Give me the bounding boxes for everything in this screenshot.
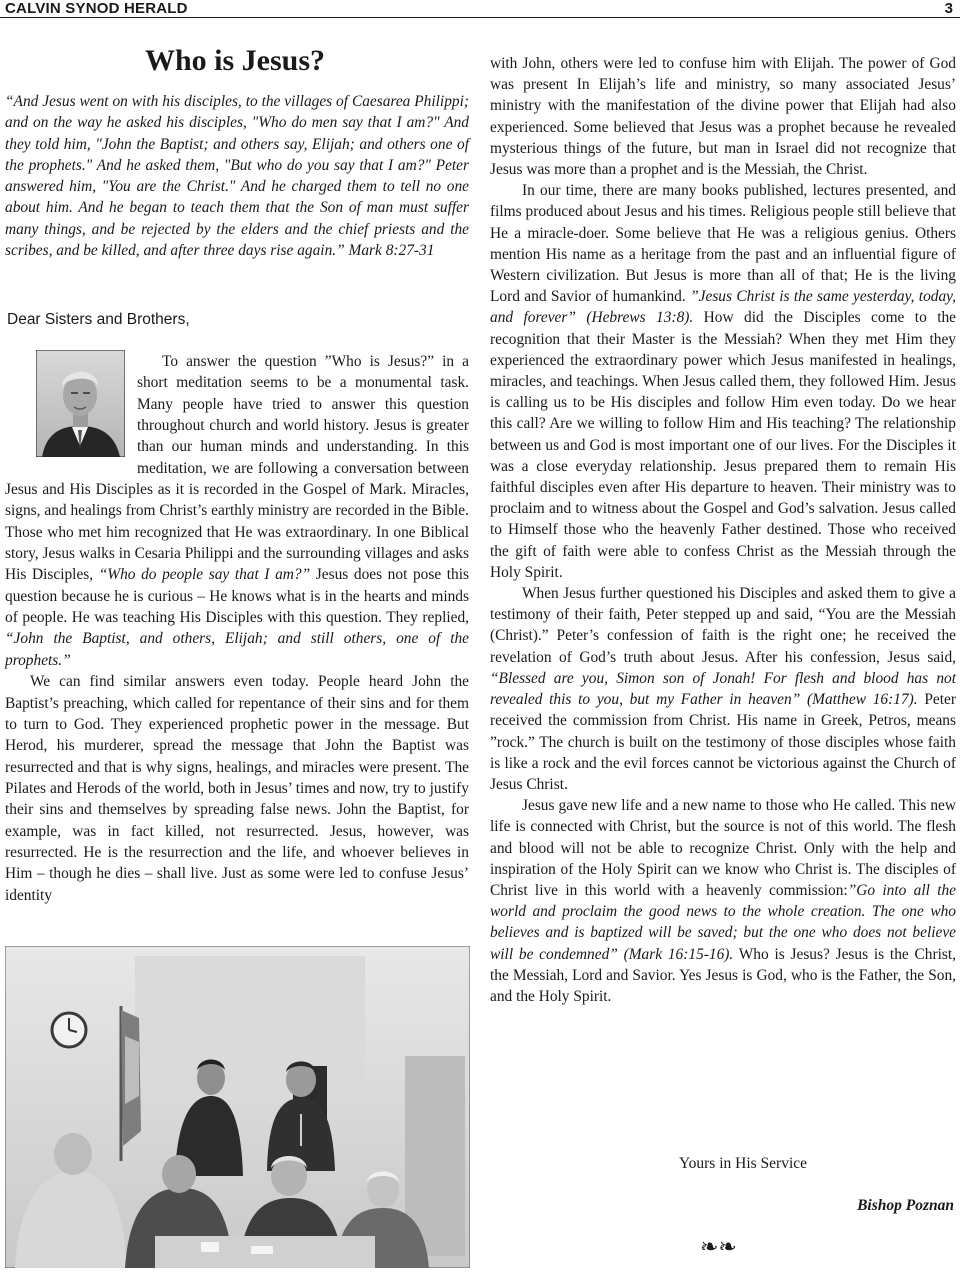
- right-paragraph-4: Jesus gave new life and a new name to those who He called. This new life is connected with Christ, but the source is not of this world. The flesh and blood will not be able to recognize Christ. Only with the help and inspiration of the Holy Spirit can we know who Christ is. The disciples of Christ live in this world with a heavenly commission:”Go into all the world and proclaim the good news to the whole creation. The one who believes and is baptized will be saved; but the one who does not believe will be condemned” (Mark 16:15-16). Who is Jesus? Jesus is the Christ, the Messiah, Lord and Savior. Yes Jesus is God, who is the Father, the Son, and the Holy Spirit.: [490, 797, 957, 1005]
- closing-line: Yours in His Service: [679, 1155, 808, 1172]
- page-header: [0, 0, 960, 18]
- church-gathering-photo: [5, 946, 470, 1268]
- salutation: Dear Sisters and Brothers,: [7, 311, 190, 328]
- right-paragraph-2: In our time, there are many books published, lectures presented, and films produced about Jesus and his times. Religious people still believe that He a miracle-doer. Some believe that He was a religious genius. Others mention His name as a heritage from the past and an influential figure of Western civilization. But Jesus is more than all of that; He is the living Lord and Savior of humankind. ”Jesus Christ is the same yesterday, today, and forever” (Hebrews 13:8). How did the Disciples come to the recognition that their Master is the Messiah? When they met Him they experienced the extraordinary power which Jesus manifested in healings, miracles, and teachings. When Jesus called them, they followed Him. Jesus is calling us to be His disciples and follow Him even today. Do we hear this call? Are we willing to follow Him and His teaching? The relationship between us and God is most important one of our lives. For the Disciples it was a close everyday relationship. Jesus prepared them to remain His faithful disciples even after His departure to heaven. Their ministry was to proclaim and to witness about the Gospel and God’s salvation. Jesus called to Himself those who the heavenly Father destined. Those who received the gift of faith were able to confess Christ as the Messiah through the Holy Spirit.: [490, 182, 956, 581]
- article-left-column: [5, 351, 469, 906]
- scripture-quote: “And Jesus went on with his disciples, to the villages of Caesarea Philippi; and on the way he asked his disciples, "Who do men say that I am?" And they told him, "John the Baptist; and others say, Elijah; and others one of the prophets." And he asked them, "But who do you say that I am?" Peter answered him, "You are the Christ." And he charged them to tell no one about him. And he began to teach them that the Son of man must suffer many things, and be rejected by the elders and the chief priests and the scribes, and be killed, and after three days rise again.” Mark 8:27-31: [5, 93, 469, 260]
- right-paragraph-3: When Jesus further questioned his Disciples and asked them to give a testimony of their faith, Peter stepped up and said, “You are the Messiah (Christ).” Peter’s confession of faith is the right one; he received the revelation of God’s truth about Jesus. After his confession, Jesus said, “Blessed are you, Simon son of Jonah! For flesh and blood has not revealed this to you, but my Father in heaven” (Matthew 16:17). Peter received the commission from Christ. His name in Greek, Petros, means ”rock.” The church is built on the testimony of those disciples whose faith is like a rock and the evil forces cannot be victorious against the Church of Jesus Christ.: [490, 585, 956, 793]
- left-paragraph-2: We can find similar answers even today. People heard John the Baptist’s preaching, which called for repentance of their sins and for them to turn to God. They experienced prophetic power in the message. But Herod, his murderer, spread the message that John the Baptist was resurrected and that is why signs, healings, and miracles were present. The Pilates and Herods of the world, both in Jesus’ times and now, try to justify their sins and themselves by spreading false news. John the Baptist, for example, was in fact killed, not resurrected. Jesus, however, was resurrected. He is the resurrection and the life, and whoever believes in Him – though he dies – shall live. Just as some were led to confuse Jesus’ identity: [5, 673, 469, 904]
- article-right-column: [490, 53, 956, 1007]
- article-title: Who is Jesus?: [144, 44, 326, 77]
- signature: Bishop Poznan: [857, 1197, 954, 1214]
- left-paragraph-1: To answer the question ”Who is Jesus?” in a short meditation seems to be a monumental task. Many people have tried to answer this question throughout church and world history. Jesus is greater than our human minds and understanding. In this meditation, we are following a conversation between Jesus and His Disciples as it is recorded in the Gospel of Mark. Miracles, signs, and healings from Christ’s earthly ministry are recorded in the Bible. Those who met him recognized that He was extraordinary. In one Biblical story, Jesus walks in Cesaria Philippi and the surrounding villages and asks His Disciples, “Who do people say that I am?” Jesus does not pose this question because he is curious – He knows what is in the hearts and minds of people. He was teaching His Disciples with this question. They replied, “John the Baptist, and others, Elijah; and still others, one of the prophets.”: [5, 353, 470, 669]
- ornament-icon: ❧❧: [700, 1234, 737, 1259]
- right-paragraph-1: with John, others were led to confuse him with Elijah. The power of God was present In Elijah’s life and ministry, so many associated Jesus’ ministry with the manifestation of the divine power that Elijah had also experienced. Some believed that Jesus was a prophet because he revealed mysterious things of the future, but man in Israel did not recognize that Jesus was more than a prophet and is the Messiah, the Christ.: [490, 55, 956, 179]
- page-number: 3: [944, 0, 953, 17]
- publication-name: CALVIN SYNOD HERALD: [5, 0, 188, 17]
